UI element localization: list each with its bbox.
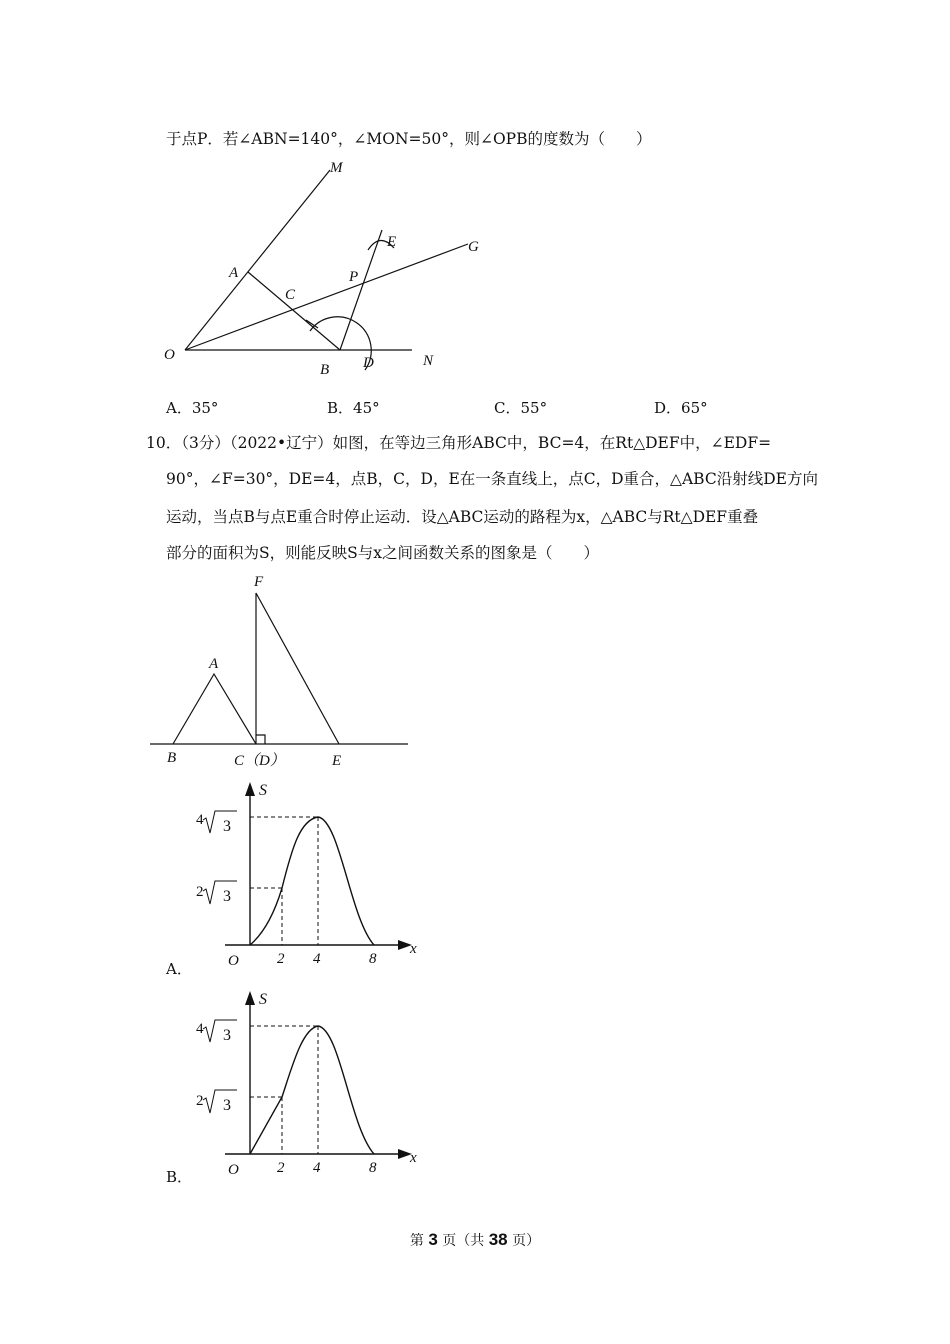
graph-a-tick-4: 4 (313, 951, 321, 967)
graph-b-s-label: S (259, 991, 267, 1008)
q10-line-2: 90°，∠F=30°，DE=4，点B，C，D，E在一条直线上，点C，D重合，△ABC沿射线DE方向 (166, 470, 818, 488)
q9-label-G: G (468, 239, 479, 255)
graph-a-tick-2: 2 (277, 951, 285, 967)
q9-label-O: O (164, 347, 175, 363)
graph-b-tick-4: 4 (313, 1160, 321, 1176)
graph-a (190, 778, 430, 978)
q9-label-D: D (363, 355, 374, 371)
graph-b-origin: O (228, 1162, 239, 1178)
footer-total-pages: 38 (488, 1230, 508, 1249)
q10-label-CD: C（D） (234, 753, 285, 769)
graph-a-y-hi-radicand: 3 (223, 818, 231, 835)
q10-label-A: A (209, 656, 219, 672)
graph-a-y-hi-coef: 4 (196, 812, 204, 828)
q10-label-E: E (332, 753, 342, 769)
graph-a-curve (250, 817, 374, 945)
graph-b-y-lo-coef: 2 (196, 1093, 204, 1109)
q9-option-a: A．35° (166, 399, 219, 417)
q9-figure (150, 150, 510, 390)
graph-b-y-hi-radicand: 3 (223, 1027, 231, 1044)
graph-a-y-lo-label (196, 881, 237, 905)
graph-a-tick-8: 8 (369, 951, 377, 967)
graph-b-y-lo-radicand: 3 (223, 1097, 231, 1114)
q10-line-1: 10．（3分）（2022•辽宁）如图，在等边三角形ABC中，BC=4，在Rt△DEF中，∠EDF= (146, 434, 772, 452)
footer-pre: 第 (409, 1233, 424, 1249)
q9-label-A: A (229, 265, 239, 281)
q10-line-3: 运动，当点B与点E重合时停止运动．设△ABC运动的路程为x，△ABC与Rt△DEF重叠 (166, 508, 759, 526)
graph-b-x-label: x (410, 1150, 417, 1166)
q9-label-P: P (349, 269, 359, 285)
q10-label-B: B (167, 750, 177, 766)
q9-label-N: N (423, 353, 434, 369)
q9-label-C: C (285, 287, 296, 303)
q10-label-F: F (254, 574, 264, 590)
graph-a-y-lo-radicand: 3 (223, 888, 231, 905)
q10-figure (150, 565, 420, 780)
footer-mid: 页（共 (442, 1233, 485, 1249)
graph-a-x-label: x (410, 941, 417, 957)
q9-label-M: M (330, 160, 343, 176)
q9-text: 于点P．若∠ABN=140°，∠MON=50°，则∠OPB的度数为（ ） (166, 130, 652, 148)
footer-post: 页） (512, 1233, 541, 1249)
graph-b-y-hi-label (196, 1020, 237, 1044)
graph-a-y-lo-coef: 2 (196, 884, 204, 900)
graph-b-y-lo-label (196, 1090, 237, 1114)
q9-label-E: E (387, 234, 397, 250)
graph-b-tick-2: 2 (277, 1160, 285, 1176)
q10-line-4: 部分的面积为S，则能反映S与x之间函数关系的图象是（ ） (166, 544, 599, 562)
q9-option-b: B．45° (327, 399, 380, 417)
graph-b (190, 987, 430, 1187)
graph-a-y-hi-label (196, 811, 237, 835)
q9-option-d: D．65° (654, 399, 708, 417)
q9-label-B: B (320, 362, 330, 378)
footer-page-number: 3 (428, 1230, 438, 1249)
q9-option-c: C．55° (494, 399, 548, 417)
graph-a-origin: O (228, 953, 239, 969)
graph-b-tick-8: 8 (369, 1160, 377, 1176)
graph-b-curve (250, 1026, 374, 1154)
q10-option-a: A． (166, 960, 192, 978)
graph-b-y-hi-coef: 4 (196, 1021, 204, 1037)
q10-option-b: B． (166, 1168, 193, 1186)
page-footer (0, 1230, 950, 1250)
graph-a-s-label: S (259, 782, 267, 799)
